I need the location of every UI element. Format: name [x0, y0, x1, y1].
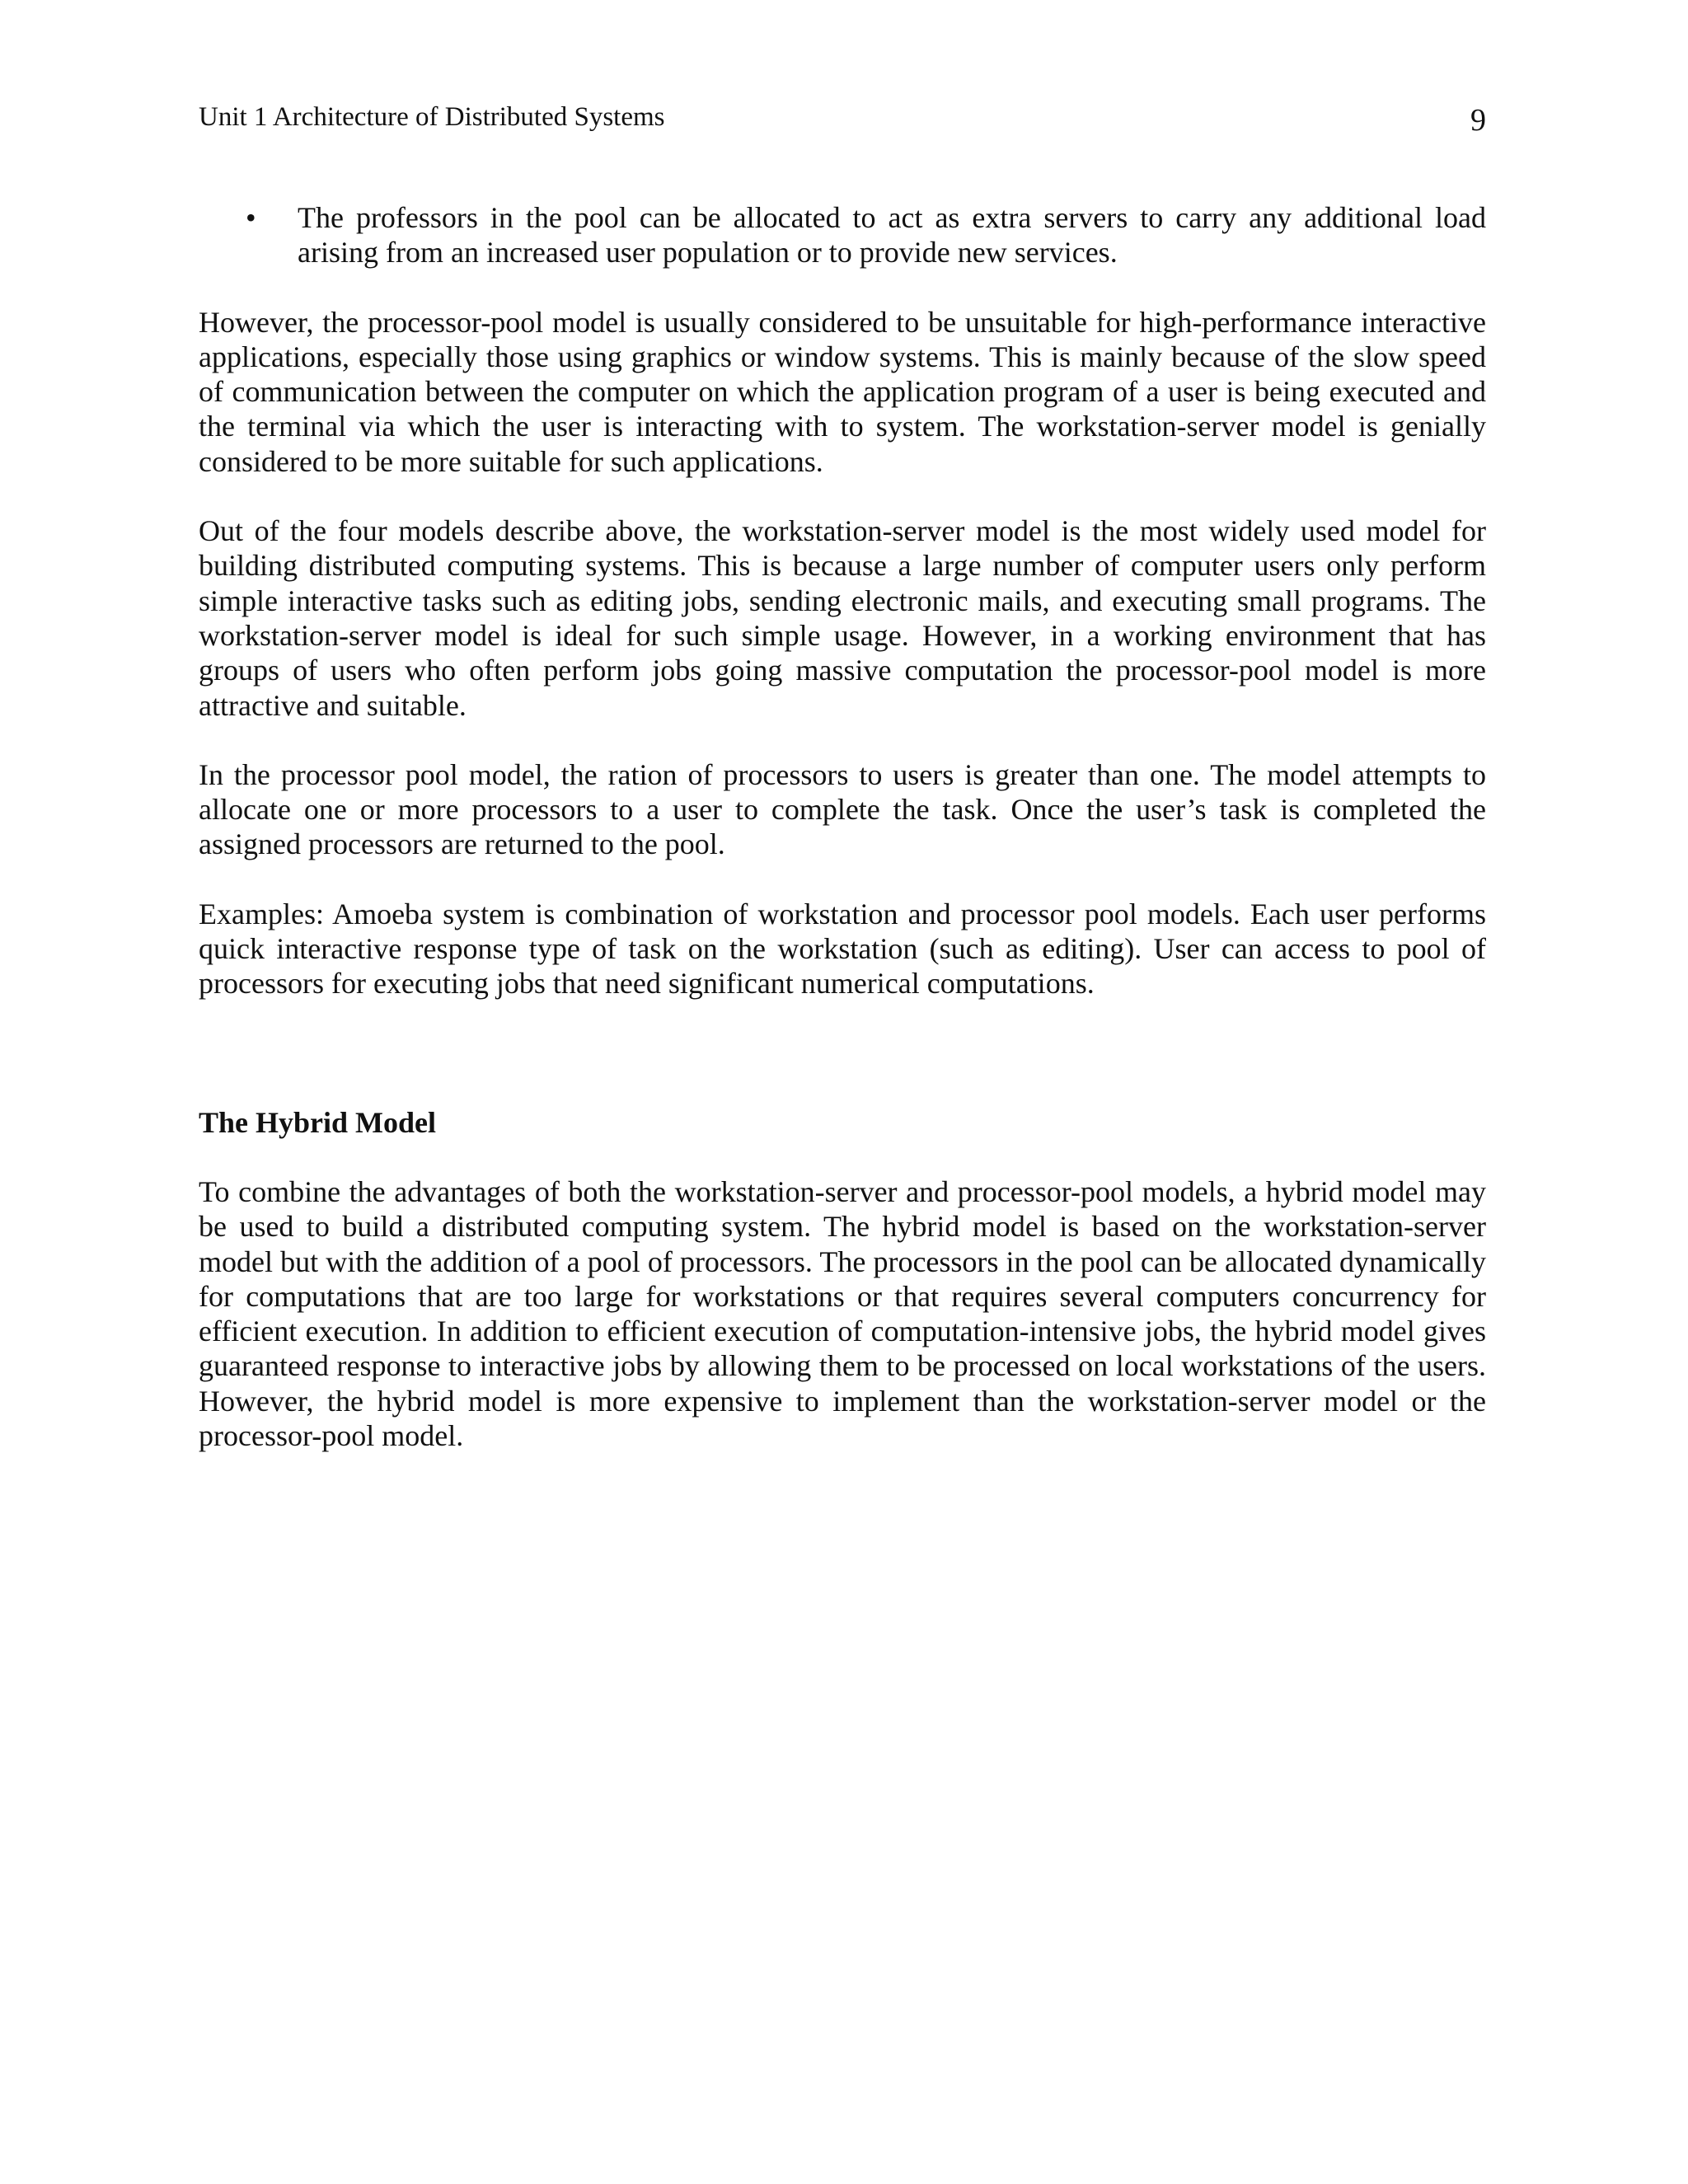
paragraph-workstation-server-widely-used: Out of the four models describe above, the workstation-server model is the most widely used model for building distributed computing systems. This is because a large number of computer users only perform simple interactive tasks such as editing jobs, sending electronic mails, and executing small programs. The workstation-server model is ideal for such simple usage. However, in a working environment that has groups of users who often perform jobs going massive computation the processor-pool model is more attractive and suitable. [199, 514, 1486, 722]
paragraph-processor-ratio: In the processor pool model, the ration of processors to users is greater than one. The model attempts to allocate one or more processors to a user to complete the task. Once the user’s task is completed the assigned processors are returned to the pool. [199, 757, 1486, 861]
bullet-list-item [199, 200, 1486, 270]
section-heading: The Hybrid Model [199, 1105, 437, 1139]
running-header-title: Unit 1 Architecture of Distributed Systems [199, 102, 665, 132]
bullet-text: The professors in the pool can be allocated to act as extra servers to carry any additional load arising from an increased user population or to provide new services. [298, 201, 1486, 269]
paragraph-processor-pool-unsuitable: However, the processor-pool model is usually considered to be unsuitable for high-performance interactive applications, especially those using graphics or window systems. This is mainly because of the slow speed of communication between the computer on which the application program of a user is being executed and the terminal via which the user is interacting with to system. The workstation-server model is genially considered to be more suitable for such applications. [199, 305, 1486, 478]
bullet-icon: • [246, 201, 256, 234]
page-number: 9 [1470, 103, 1486, 138]
document-body [199, 200, 1486, 1453]
paragraph-examples: Examples: Amoeba system is combination of workstation and processor pool models. Each user performs quick interactive response type of task on the workstation (such as editing). User can access to pool of processors for executing jobs that need significant numerical computations. [199, 897, 1486, 1001]
page-header [199, 97, 1486, 137]
paragraph-hybrid-model: To combine the advantages of both the workstation-server and processor-pool models, a hybrid model may be used to build a distributed computing system. The hybrid model is based on the workstation-server model but with the addition of a pool of processors. The processors in the pool can be allocated dynamically for computations that are too large for workstations or that requires several computers concurrency for efficient execution. In addition to efficient execution of computation-intensive jobs, the hybrid model gives guaranteed response to interactive jobs by allowing them to be processed on local workstations of the users. However, the hybrid model is more expensive to implement than the workstation-server model or the processor-pool model. [199, 1174, 1486, 1453]
